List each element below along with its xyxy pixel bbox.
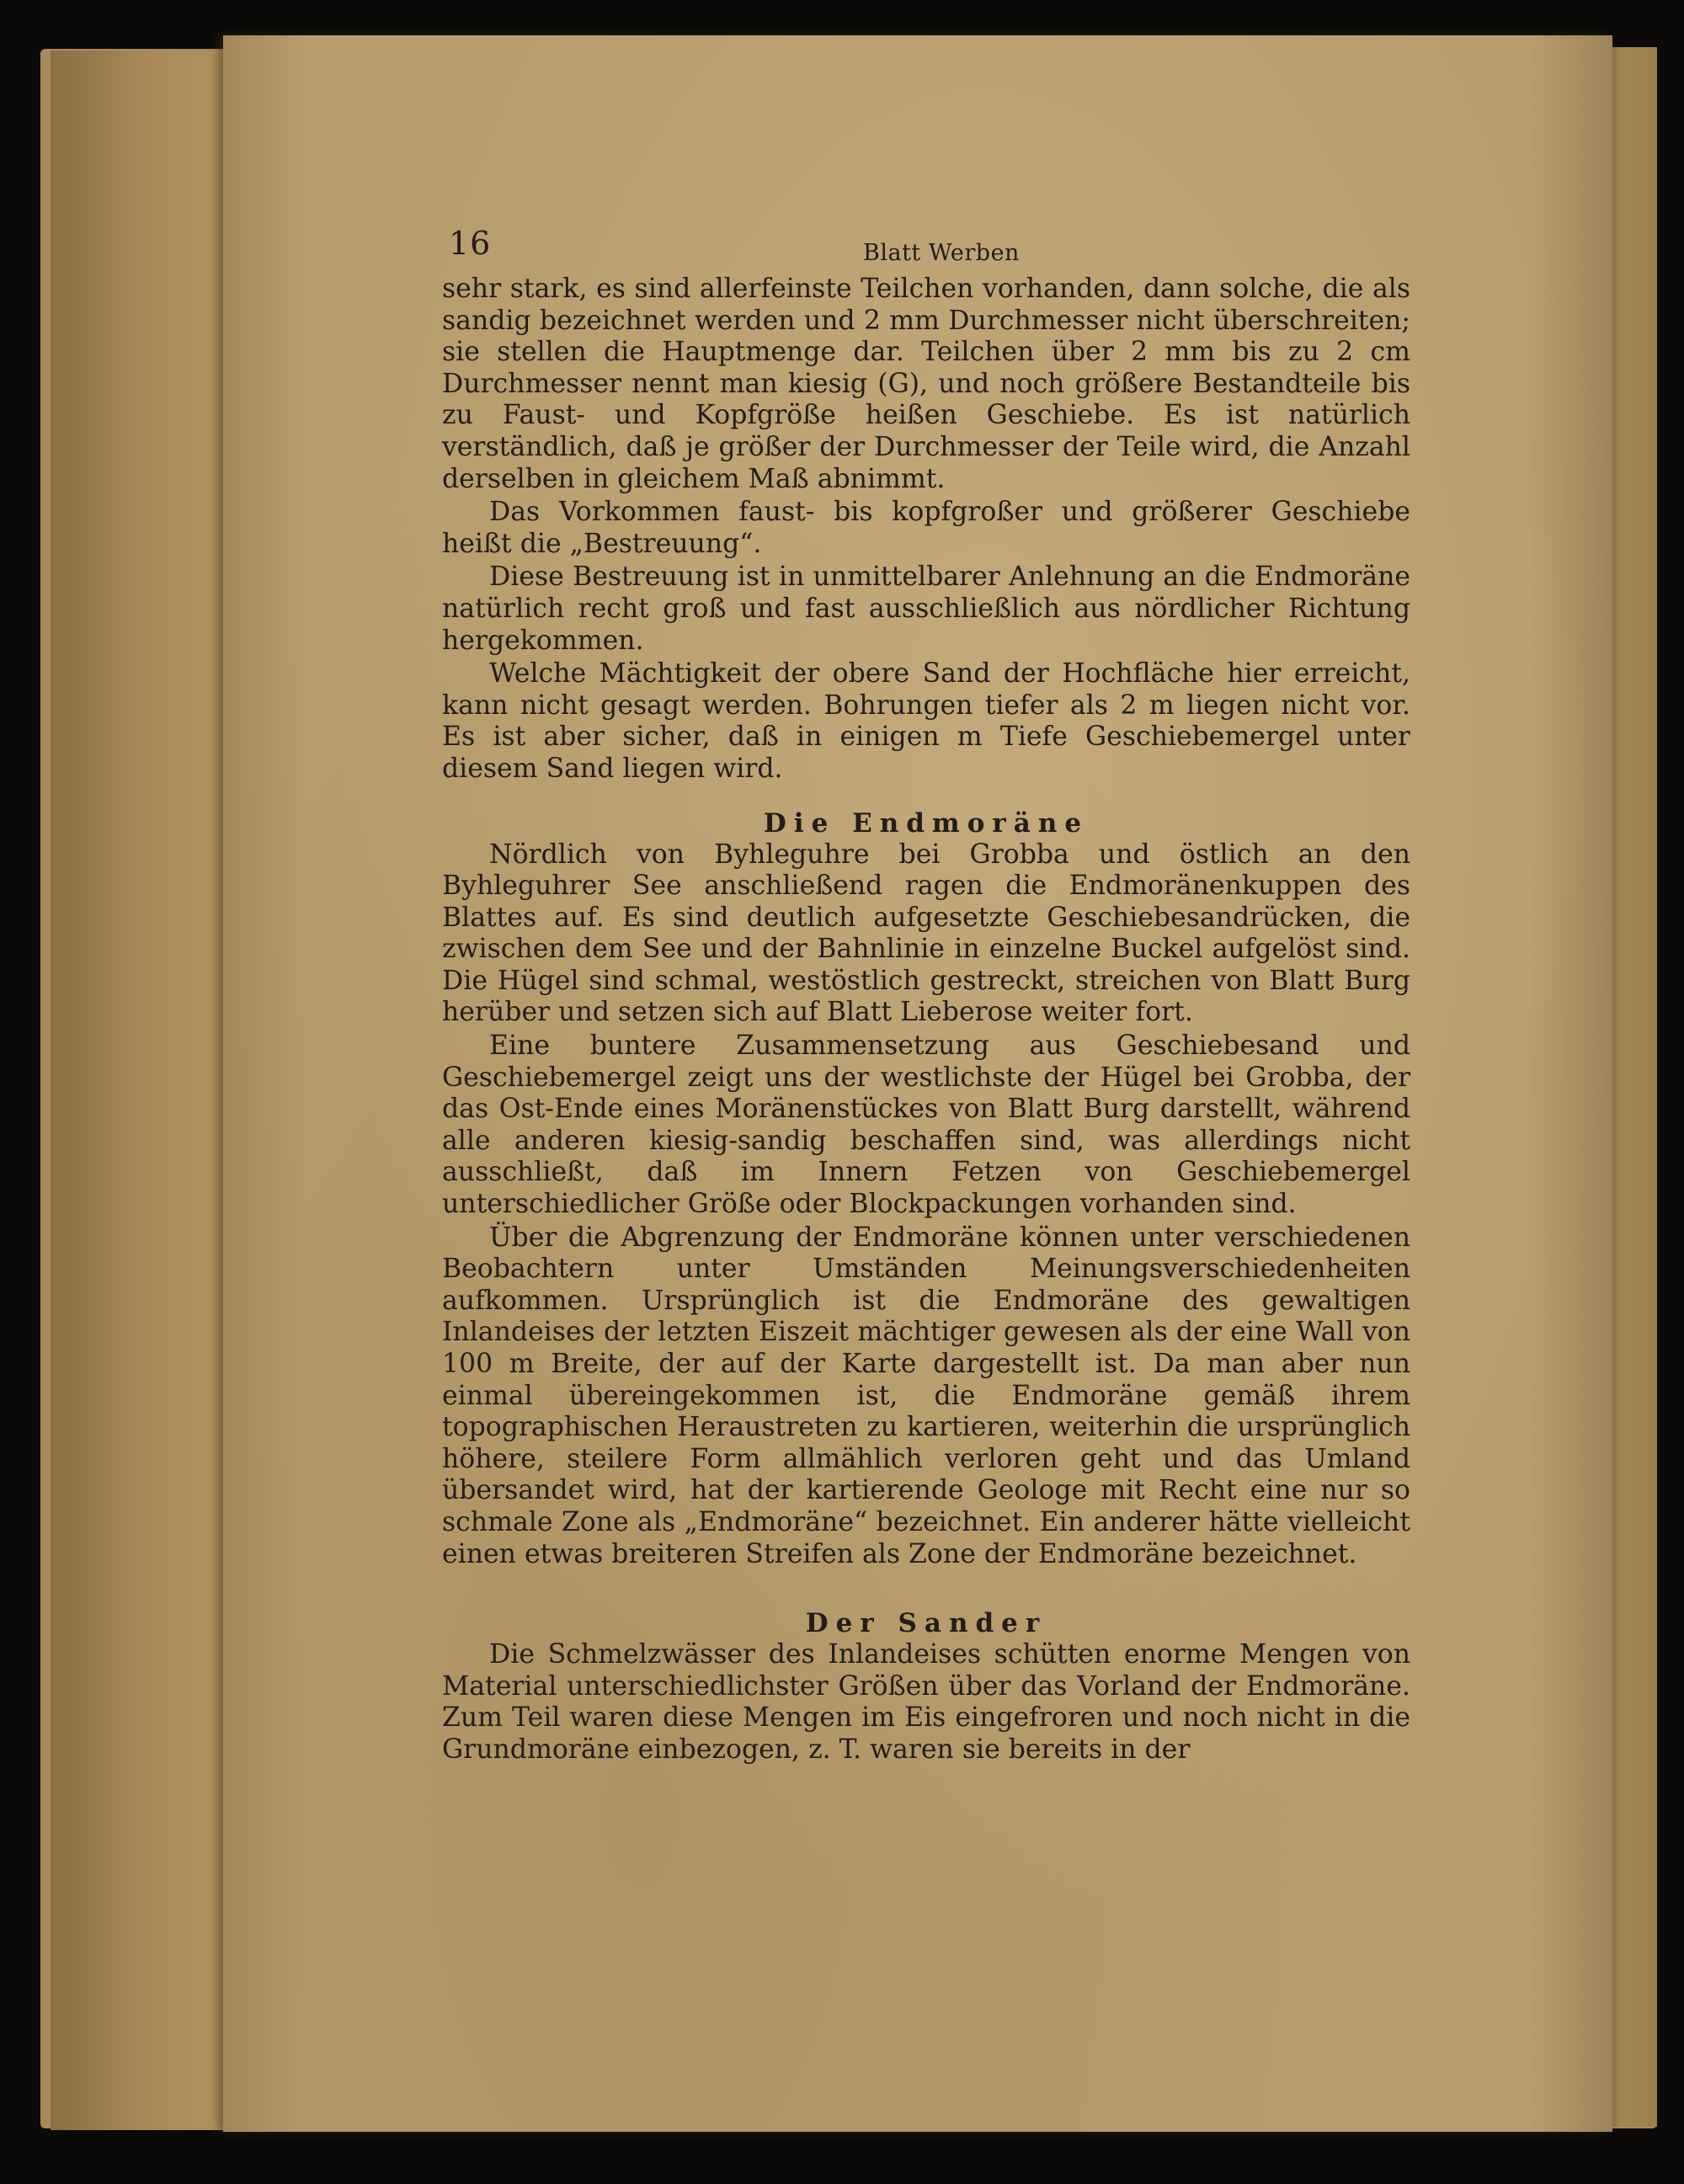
page-stack-right-edge bbox=[1605, 47, 1657, 2127]
page-number: 16 bbox=[449, 225, 492, 262]
running-head: Blatt Werben bbox=[863, 240, 1020, 266]
page-content bbox=[442, 215, 1410, 1768]
section-heading-sander: Der Sander bbox=[805, 1608, 1047, 1639]
paragraph: Über die Abgrenzung der Endmoräne können unter verschiedenen Beobachtern unter Umständen Meinungsverschiedenheiten aufkommen. Ursprünglich ist die Endmoräne des gewaltigen Inlandeises der letzten Eiszeit mächtiger gewesen als der eine Wall von 100 m Breite, der auf der Karte dargestellt ist. Da man aber nun einmal übereingekommen ist, die Endmoräne gemäß ihrem topographischen Heraustreten zu kartieren, weiterhin die ursprünglich höhere, steilere Form allmählich verloren geht und das Umland übersandet wird, hat der kartierende Geologe mit Recht eine nur so schmale Zone als „Endmoräne“ bezeichnet. Ein anderer hätte vielleicht einen etwas breiteren Streifen als Zone der Endmoräne bezeichnet. bbox=[442, 1222, 1410, 1569]
paragraph: Das Vorkommen faust- bis kopfgroßer und größerer Geschiebe heißt die „Bestreuung“. bbox=[442, 497, 1410, 559]
paragraph: Welche Mächtigkeit der obere Sand der Hochfläche hier erreicht, kann nicht gesagt werden. Bohrungen tiefer als 2 m liegen nicht vor. Es ist aber sicher, daß in einigen m Tiefe Geschiebemergel unter diesem Sand liegen wird. bbox=[442, 658, 1410, 784]
paragraph: Diese Bestreuung ist in unmittelbarer Anlehnung an die Endmoräne natürlich recht groß und fast ausschließlich aus nördlicher Richtung hergekommen. bbox=[442, 562, 1410, 656]
paragraph: Die Schmelzwässer des Inlandeises schütten enorme Mengen von Material unterschiedlichster Größen über das Vorland der Endmoräne. Zum Teil waren diese Mengen im Eis eingefroren und noch nicht in die Grundmoräne einbezogen, z. T. waren sie bereits in der bbox=[442, 1639, 1410, 1765]
paragraph: Nördlich von Byhleguhre bei Grobba und östlich an den Byhleguhrer See anschließend ragen die Endmoränenkuppen des Blattes auf. Es sind deutlich aufgesetzte Geschiebesandrücken, die zwischen dem See und der Bahnlinie in einzelne Buckel aufgelöst sind. Die Hügel sind schmal, westöstlich gestreckt, streichen von Blatt Burg herüber und setzen sich auf Blatt Lieberose weiter fort. bbox=[442, 839, 1410, 1028]
page-stack-left-edge bbox=[51, 51, 227, 2130]
paragraph: sehr stark, es sind allerfeinste Teilchen vorhanden, dann solche, die als sandig bezeichnet werden und 2 mm Durchmesser nicht überschreiten; sie stellen die Hauptmenge dar. Teilchen über 2 mm bis zu 2 cm Durchmesser nennt man kiesig (G), und noch größere Bestandteile bis zu Faust- und Kopfgröße heißen Geschiebe. Es ist natürlich verständlich, daß je größer der Durchmesser der Teile wird, die Anzahl derselben in gleichem Maß abnimmt. bbox=[442, 274, 1410, 494]
section-heading-endmoraene: Die Endmoräne bbox=[763, 807, 1090, 839]
paragraph: Eine buntere Zusammensetzung aus Geschiebesand und Geschiebemergel zeigt uns der westlichste der Hügel bei Grobba, der das Ost-Ende eines Moränenstückes von Blatt Burg darstellt, während alle anderen kiesig-sandig beschaffen sind, was allerdings nicht ausschließt, daß im Innern Fetzen von Geschiebemergel unterschiedlicher Größe oder Blockpackungen vorhanden sind. bbox=[442, 1031, 1410, 1220]
page-header bbox=[442, 215, 1410, 274]
